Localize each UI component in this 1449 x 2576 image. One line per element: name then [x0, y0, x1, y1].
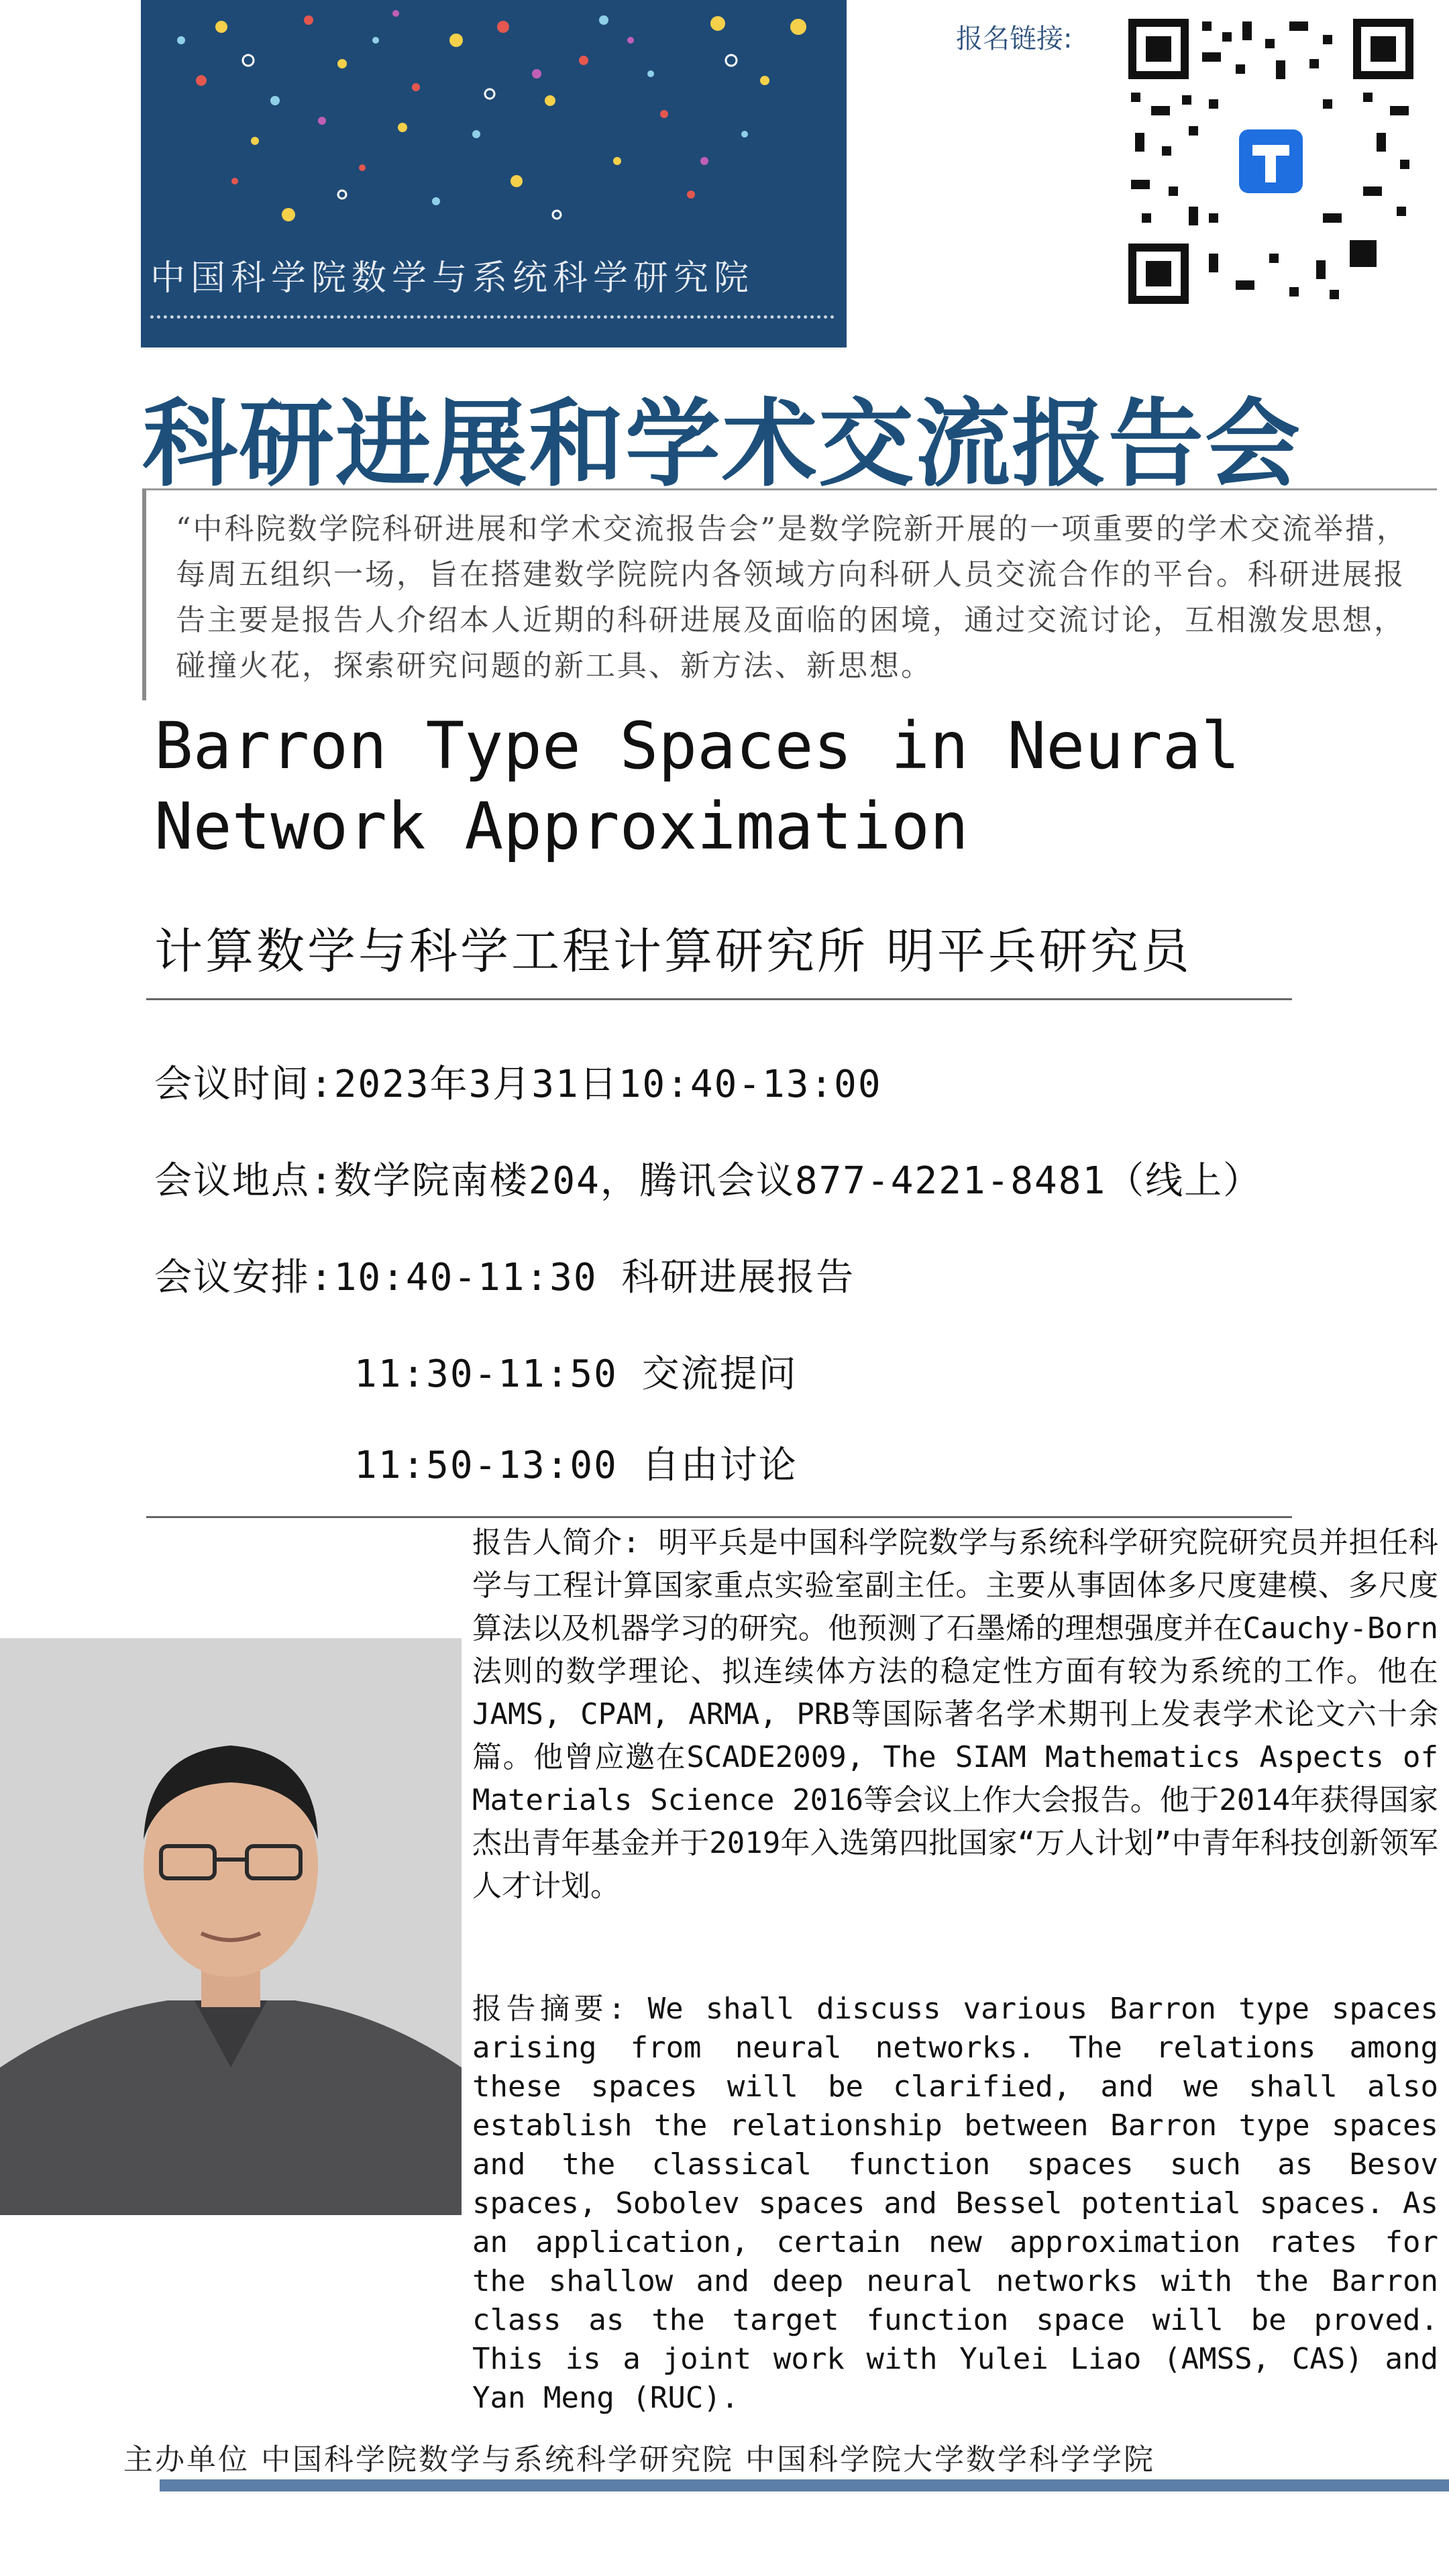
meeting-agenda-item: 会议安排:10:40-11:30 科研进展报告	[154, 1256, 855, 1299]
speaker-bio: 报告人简介: 明平兵是中国科学院数学与系统科学研究院研究员并担任科学与工程计算国家重点实验室副主任。主要从事固体多尺度建模、多尺度算法以及机器学习的研究。他预测了石墨烯的理想强度并在Cauchy-Born法则的数学理论、拟连续体方法的稳定性方面有较为系统的工作。他在JAMS, CPAM, ARMA, PRB等国际著名学术期刊上发表学术论文六十余篇。他曾应邀在SCADE2009, The SIAM Mathematics Aspects of Materials Science 2016等会议上作大会报告。他于2014年获得国家杰出青年基金并于2019年入选第四批国家“万人计划”中青年科技创新领军人才计划。	[472, 1525, 1438, 1903]
registration-label: 报名链接:	[956, 23, 1073, 54]
confetti-dots-graphic	[141, 0, 847, 268]
meeting-place: 会议地点:数学院南楼204，腾讯会议877-4221-8481（线上）	[154, 1159, 1263, 1203]
qr-code-image[interactable]	[1122, 12, 1420, 311]
banner-org-name: 中国科学院数学与系统科学研究院	[150, 258, 755, 299]
speaker-photo	[0, 1638, 462, 2215]
divider	[146, 1516, 1292, 1518]
speaker-portrait-image	[0, 1638, 462, 2215]
banner-divider	[150, 315, 835, 319]
meeting-time: 会议时间:2023年3月31日10:40-13:00	[154, 1063, 882, 1106]
footer-bar	[160, 2479, 1449, 2491]
main-title: 科研进展和学术交流报告会	[142, 389, 1301, 500]
talk-abstract: 报告摘要: We shall discuss various Barron type spaces arising from neural networks. The relations among these spaces will be clarified, and we shall also establish the relationship between Barron type spaces and the classical function spaces such as Besov spaces, Sobolev spaces and Bessel potential spaces. As an application, certain new approximation rates for the shallow and deep neural networks with the Barron class as the target function space will be proved. This is a joint work with Yulei Liao (AMSS, CAS) and Yan Meng (RUC).	[472, 1992, 1438, 2415]
talk-title: Barron Type Spaces in Neural Network Approximation	[154, 708, 1240, 864]
meeting-agenda-item: 11:30-11:50 交流提问	[354, 1352, 798, 1396]
organizers-footer: 主办单位 中国科学院数学与系统科学研究院 中国科学院大学数学科学学院	[123, 2443, 1155, 2477]
meeting-agenda-item: 11:50-13:00 自由讨论	[354, 1444, 798, 1487]
header-banner	[141, 0, 847, 347]
intro-text: “中科院数学院科研进展和学术交流报告会”是数学院新开展的一项重要的学术交流举措，每周五组织一场，旨在搭建数学院院内各领域方向科研人员交流合作的平台。科研进展报告主要是报告人介绍本人近期的科研进展及面临的困境，通过交流讨论，互相激发思想，碰撞火花，探索研究问题的新工具、新方法、新思想。	[176, 512, 1408, 683]
speaker-affiliation: 计算数学与科学工程计算研究所 明平兵研究员	[154, 923, 1192, 979]
intro-box	[142, 488, 1437, 700]
divider	[146, 998, 1292, 1000]
